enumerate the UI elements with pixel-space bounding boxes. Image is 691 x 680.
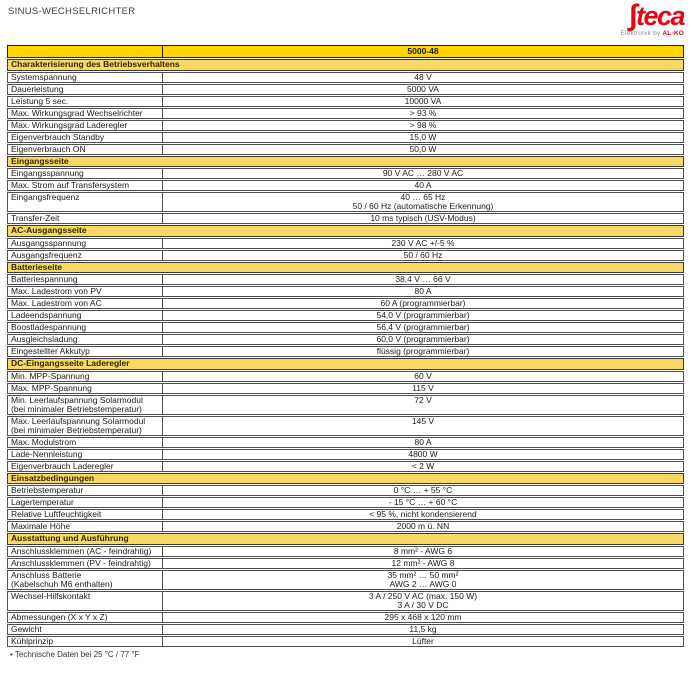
spec-row (7, 213, 684, 224)
spec-label-line: Ausgangsspannung (11, 237, 87, 248)
spec-row (7, 612, 684, 623)
spec-label-line: Kühlprinzip (11, 635, 54, 646)
spec-label (7, 591, 163, 611)
spec-label-line: Max. Leerlaufspannung Solarmodul (11, 415, 146, 426)
spec-row (7, 636, 684, 647)
spec-row (7, 521, 684, 532)
spec-label (7, 274, 163, 285)
steca-s-glyph: ∫ (629, 0, 636, 32)
spec-label (7, 395, 163, 415)
spec-value-line: - 15 °C … + 60 °C (388, 497, 458, 507)
spec-value (163, 180, 684, 191)
spec-value-line: 40 A (414, 180, 432, 190)
spec-label-line: Min. MPP-Spannung (11, 370, 90, 381)
spec-label (7, 286, 163, 297)
spec-label (7, 461, 163, 472)
spec-row (7, 180, 684, 191)
spec-label-line: Eigenverbrauch Laderegler (11, 460, 114, 471)
section-row (7, 533, 684, 545)
section-title: Ausstattung und Ausführung (7, 533, 684, 545)
alko-brand: AL-KO (662, 30, 684, 37)
spec-row (7, 461, 684, 472)
spec-row (7, 274, 684, 285)
spec-value (163, 213, 684, 224)
spec-label-line: Max. Ladestrom von AC (11, 298, 102, 308)
spec-label-line: Eigenverbrauch ON (11, 143, 86, 154)
spec-value (163, 192, 684, 212)
spec-value (163, 132, 684, 143)
spec-value-line: 2000 m ü. NN (396, 521, 450, 531)
spec-row (7, 310, 684, 321)
spec-value-line: < 2 W (411, 460, 435, 471)
spec-value (163, 96, 684, 107)
spec-value-line: 3 A / 30 V DC (397, 599, 449, 610)
spec-value (163, 416, 684, 436)
spec-value (163, 250, 684, 261)
spec-value-line: 145 V (411, 415, 435, 426)
spec-row (7, 346, 684, 357)
spec-value (163, 84, 684, 95)
spec-label (7, 310, 163, 321)
spec-value (163, 485, 684, 496)
spec-label (7, 168, 163, 179)
spec-row (7, 144, 684, 155)
section-title: Charakterisierung des Betriebsverhaltens (7, 59, 684, 71)
spec-label-line: Ausgleichsladung (11, 334, 78, 344)
spec-label (7, 497, 163, 508)
section-title: DC-Eingangsseite Laderegler (7, 358, 684, 370)
spec-value-line: 40 … 65 Hz (400, 192, 446, 202)
spec-value (163, 168, 684, 179)
spec-label (7, 144, 163, 155)
spec-value (163, 346, 684, 357)
spec-value-line: 90 V AC … 280 V AC (382, 168, 464, 178)
spec-label (7, 612, 163, 623)
spec-row (7, 383, 684, 394)
logo-tagline-prefix: Elektronik by (620, 30, 661, 37)
spec-label (7, 72, 163, 83)
section-row (7, 358, 684, 370)
spec-label-line: (bei minimaler Betriebstemperatur) (11, 403, 142, 414)
model-blank-cell (7, 45, 163, 58)
model-header-row (7, 45, 684, 58)
spec-value-line: 10 ms typisch (USV-Modus) (370, 213, 476, 223)
spec-value (163, 395, 684, 415)
spec-row (7, 132, 684, 143)
spec-row (7, 449, 684, 460)
spec-value-line: 0 °C … + 55 °C (393, 485, 453, 495)
spec-label (7, 570, 163, 590)
spec-label-line: Max. Modulstrom (11, 436, 77, 447)
spec-value-line: 8 mm² - AWG 6 (393, 545, 453, 556)
spec-value-line: 230 V AC +/-5 % (391, 237, 455, 248)
spec-row (7, 120, 684, 131)
spec-value (163, 509, 684, 520)
steca-wordmark (574, 2, 684, 30)
spec-row (7, 72, 684, 83)
spec-value-line: 3 A / 250 V AC (max. 150 W) (368, 590, 478, 601)
spec-label-line: Max. Wirkungsgrad Laderegler (11, 119, 128, 130)
spec-value (163, 570, 684, 590)
spec-value-line: 115 V (412, 382, 434, 393)
spec-label-line: Leistung 5 sec. (11, 95, 69, 106)
spec-table (7, 44, 684, 648)
spec-label-line: Transfer-Zeit (11, 213, 60, 223)
spec-label-line: Eigenverbrauch Standby (11, 131, 105, 142)
spec-value (163, 612, 684, 623)
spec-value (163, 461, 684, 472)
spec-label-line: Lade-Nennleistung (11, 448, 83, 459)
spec-label (7, 416, 163, 436)
spec-value (163, 437, 684, 448)
spec-row (7, 108, 684, 119)
logo-tagline (574, 30, 684, 37)
spec-row (7, 437, 684, 448)
spec-label (7, 213, 163, 224)
section-title: Einsatzbedingungen (7, 473, 684, 485)
spec-value (163, 591, 684, 611)
spec-label (7, 250, 163, 261)
spec-row (7, 485, 684, 496)
spec-value-line: 60,0 V (programmierbar) (376, 334, 470, 344)
spec-label-line: Max. Wirkungsgrad Wechselrichter (11, 107, 143, 118)
spec-value-line: 50 / 60 Hz (403, 249, 443, 260)
footnote: • Technische Daten bei 25 °C / 77 °F (10, 650, 140, 659)
spec-value-line: 60 V (414, 370, 432, 381)
spec-label (7, 96, 163, 107)
spec-table-body (7, 45, 684, 647)
spec-value (163, 274, 684, 285)
spec-value-line: 60 A (programmierbar) (380, 298, 466, 308)
spec-row (7, 96, 684, 107)
spec-label-line: (bei minimaler Betriebstemperatur) (11, 424, 142, 435)
section-row (7, 225, 684, 237)
spec-value-line: 38,4 V … 66 V (395, 274, 451, 284)
spec-row (7, 546, 684, 557)
spec-value (163, 238, 684, 249)
spec-label (7, 437, 163, 448)
spec-value-line: 10000 VA (404, 95, 442, 106)
spec-value-line: 50,0 W (409, 143, 437, 154)
spec-row (7, 84, 684, 95)
spec-row (7, 371, 684, 382)
spec-value (163, 497, 684, 508)
model-header-cell: 5000-48 (163, 45, 684, 58)
spec-label (7, 84, 163, 95)
spec-label-line: Lagertemperatur (11, 497, 74, 507)
spec-label-line: Dauerleistung (11, 83, 64, 94)
section-row (7, 262, 684, 274)
spec-label (7, 485, 163, 496)
spec-value-line: > 98 % (409, 119, 437, 130)
spec-label-line: Anschlussklemmen (PV - feindrahtig) (11, 557, 151, 568)
spec-value (163, 334, 684, 345)
spec-row (7, 238, 684, 249)
spec-value-line: 15,0 W (409, 131, 437, 142)
spec-row (7, 624, 684, 635)
spec-value-line: flüssig (programmierbar) (376, 346, 470, 356)
spec-row (7, 168, 684, 179)
spec-label (7, 558, 163, 569)
spec-value (163, 383, 684, 394)
spec-label-line: Max. Strom auf Transfersystem (11, 180, 130, 190)
spec-row (7, 298, 684, 309)
spec-label-line: Eingangsspannung (11, 168, 84, 178)
spec-value-line: < 95 %, nicht kondensierend (369, 509, 477, 519)
spec-label-line: (Kabelschuh M6 enthalten) (11, 578, 113, 589)
spec-value-line: 48 V (414, 71, 432, 82)
spec-value (163, 624, 684, 635)
spec-label-line: Betriebstemperatur (11, 485, 84, 495)
spec-label (7, 546, 163, 557)
spec-label-line: Batteriespannung (11, 274, 78, 284)
spec-value (163, 120, 684, 131)
spec-label-line: Relative Luftfeuchtigkeit (11, 509, 102, 519)
spec-label (7, 180, 163, 191)
spec-row (7, 286, 684, 297)
spec-value-line: 80 A (414, 436, 432, 447)
spec-row (7, 334, 684, 345)
spec-value (163, 371, 684, 382)
spec-label-line: Max. Ladestrom von PV (11, 286, 102, 296)
spec-label-line: Wechsel-Hilfskontakt (11, 590, 91, 601)
spec-label-line: Maximale Höhe (11, 521, 71, 531)
spec-label-line: Abmessungen (X x Y x Z) (11, 611, 108, 622)
spec-label (7, 334, 163, 345)
spec-label-line: Systemspannung (11, 71, 77, 82)
spec-value-line: AWG 2 … AWG 0 (389, 578, 457, 589)
section-row (7, 59, 684, 71)
spec-value (163, 144, 684, 155)
section-title: AC-Ausgangsseite (7, 225, 684, 237)
spec-value-line: 11,5 kg (409, 623, 437, 634)
spec-value (163, 108, 684, 119)
spec-value (163, 546, 684, 557)
spec-label-line: Min. Leerlaufspannung Solarmodul (11, 394, 143, 405)
spec-row (7, 558, 684, 569)
spec-value-line: 5000 VA (407, 83, 439, 94)
spec-label (7, 383, 163, 394)
spec-row (7, 192, 684, 212)
spec-label (7, 636, 163, 647)
spec-row (7, 395, 684, 415)
spec-value (163, 322, 684, 333)
spec-label-line: Anschluss Batterie (11, 569, 82, 580)
spec-row (7, 250, 684, 261)
spec-label-line: Anschlussklemmen (AC - feindrahtig) (11, 545, 152, 556)
spec-value-line: 12 mm² - AWG 8 (391, 557, 455, 568)
spec-label (7, 449, 163, 460)
spec-value-line: Lüfter (412, 635, 434, 646)
spec-label (7, 108, 163, 119)
spec-value (163, 636, 684, 647)
spec-value-line: 54,0 V (programmierbar) (376, 310, 470, 320)
spec-label (7, 509, 163, 520)
spec-label (7, 120, 163, 131)
spec-value (163, 310, 684, 321)
spec-value-line: 80 A (414, 286, 432, 296)
spec-value-line: 56,4 V (programmierbar) (376, 322, 470, 332)
spec-value-line: 295 x 468 x 120 mm (384, 611, 462, 622)
spec-value-line: 50 / 60 Hz (automatische Erkennung) (352, 201, 494, 211)
steca-wordmark-text: teca (635, 1, 684, 31)
section-row (7, 156, 684, 168)
spec-row (7, 591, 684, 611)
spec-value (163, 449, 684, 460)
spec-value-line: 35 mm² … 50 mm² (387, 569, 459, 580)
section-title: Eingangsseite (7, 156, 684, 168)
page-title: SINUS-WECHSELRICHTER (8, 6, 136, 17)
spec-label-line: Boostladespannung (11, 322, 87, 332)
spec-row (7, 509, 684, 520)
steca-logo (574, 2, 684, 37)
spec-value-line: 4800 W (408, 448, 438, 459)
spec-row (7, 497, 684, 508)
spec-label-line: Eingestellter Akkutyp (11, 346, 90, 356)
spec-label (7, 624, 163, 635)
spec-value (163, 521, 684, 532)
spec-value (163, 298, 684, 309)
spec-label (7, 132, 163, 143)
spec-row (7, 322, 684, 333)
spec-row (7, 416, 684, 436)
spec-value-line: > 93 % (409, 107, 437, 118)
spec-label-line: Ladeendspannung (11, 310, 82, 320)
spec-label-line: Ausgangsfrequenz (11, 249, 82, 260)
spec-value (163, 286, 684, 297)
spec-value (163, 72, 684, 83)
spec-label (7, 298, 163, 309)
spec-label-line: Gewicht (11, 623, 42, 634)
spec-label (7, 346, 163, 357)
spec-value (163, 558, 684, 569)
spec-value-line: 72 V (414, 394, 432, 405)
spec-label (7, 521, 163, 532)
spec-label (7, 192, 163, 212)
spec-label-line: Max. MPP-Spannung (11, 382, 92, 393)
spec-row (7, 570, 684, 590)
spec-label (7, 322, 163, 333)
section-title: Batterieseite (7, 262, 684, 274)
spec-label (7, 238, 163, 249)
spec-label-line: Eingangsfrequenz (11, 192, 80, 202)
spec-label (7, 371, 163, 382)
section-row (7, 473, 684, 485)
